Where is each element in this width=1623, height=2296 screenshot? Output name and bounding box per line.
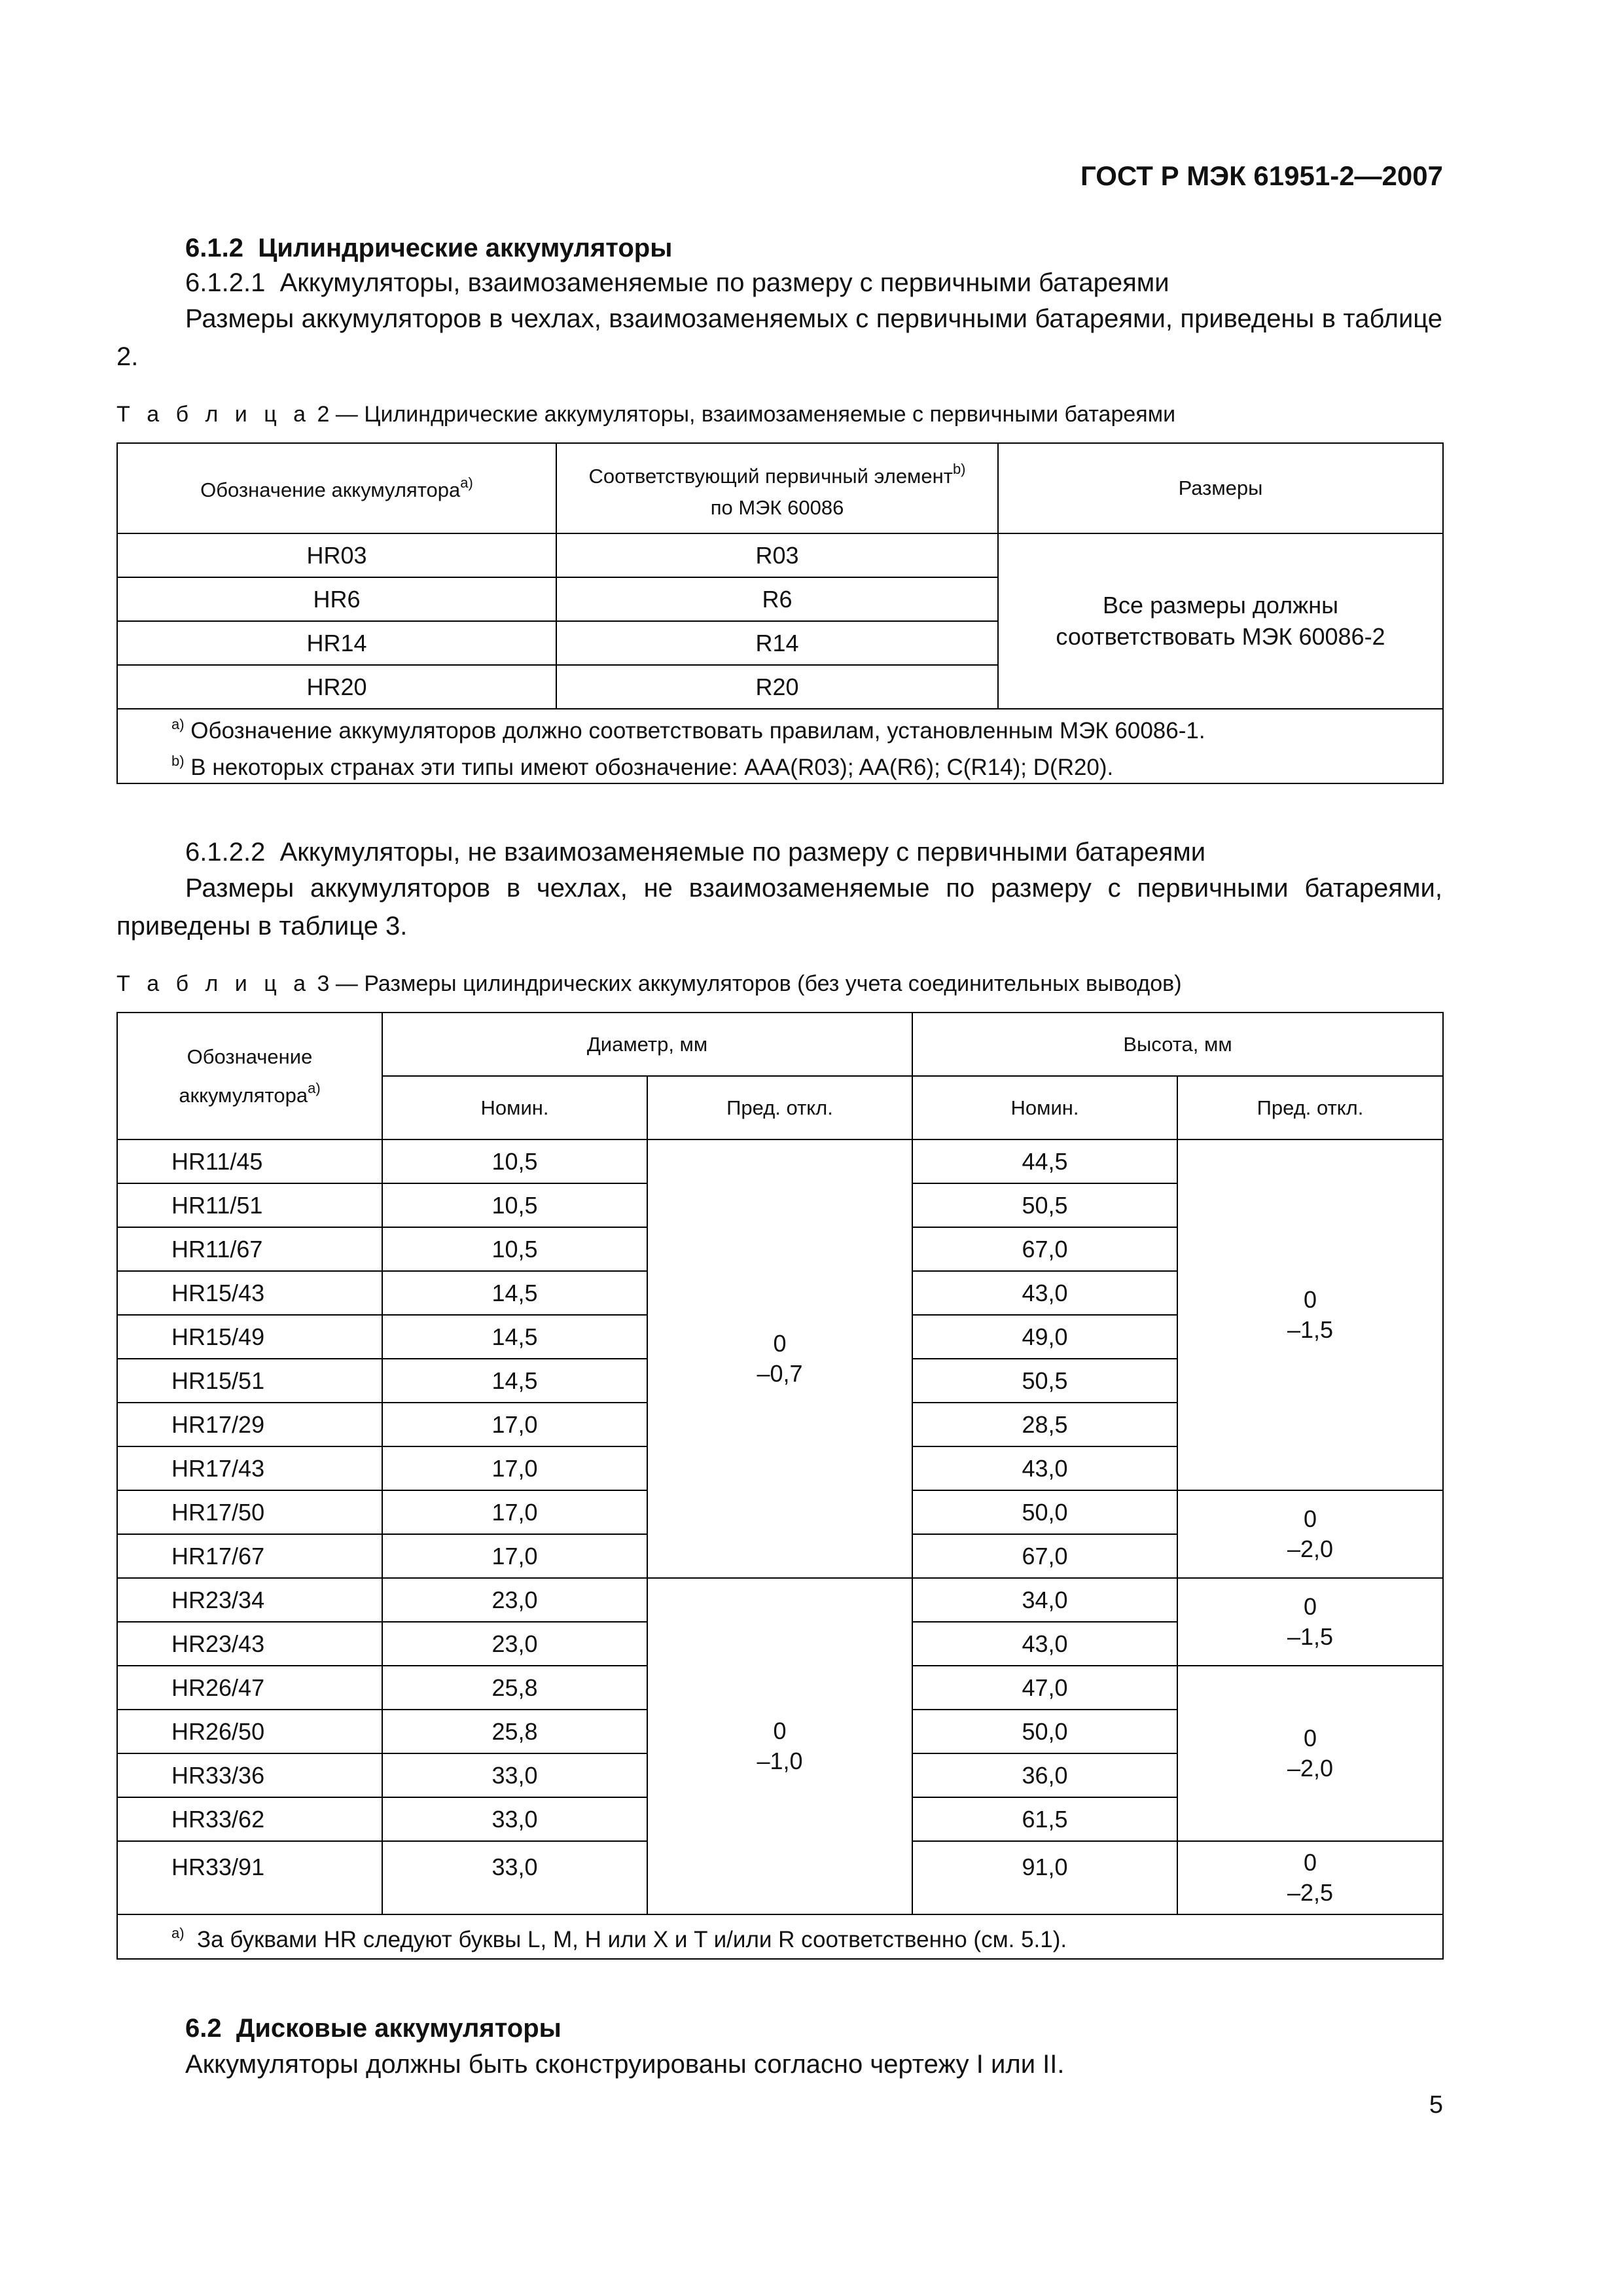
height-nominal-cell: 44,5 <box>912 1139 1177 1183</box>
diameter-nominal-cell: 23,0 <box>382 1622 647 1666</box>
designation-cell: HR15/43 <box>117 1271 382 1315</box>
caption-number: 3 <box>317 971 330 996</box>
designation-cell: HR17/43 <box>117 1446 382 1490</box>
caption-text: — Размеры цилиндрических аккумуляторов (без учета соединительных выводов) <box>335 971 1182 996</box>
page-number: 5 <box>1429 2091 1443 2119</box>
diameter-nominal-cell: 17,0 <box>382 1403 647 1446</box>
height-nominal-cell: 50,5 <box>912 1359 1177 1403</box>
designation-cell: HR17/29 <box>117 1403 382 1446</box>
header-designation: Обозначение аккумулятора$^{a)}$ <box>117 443 556 533</box>
section-6-1-2-2-text: Размеры аккумуляторов в чехлах, не взаимозаменяемые по размеру с первичными батареями, приведены в таблице 3. <box>116 874 1442 941</box>
diameter-nominal-cell: 17,0 <box>382 1446 647 1490</box>
footnote-a: $^{a)}$ Обозначение аккумуляторов должно соответствовать правилам, установленным МЭК 60086-1. <box>171 716 1205 744</box>
height-nominal-cell: 50,5 <box>912 1183 1177 1227</box>
diameter-tolerance-cell: 0 –0,7 <box>647 1139 912 1578</box>
designation-cell: HR11/67 <box>117 1227 382 1271</box>
diameter-nominal-cell: 14,5 <box>382 1315 647 1359</box>
footnote-a: $^{a)}$ За буквами HR следуют буквы L, M, H или X и T и/или R соответственно (см. 5.1). <box>117 1914 1443 1959</box>
header-height-tolerance: Пред. откл. <box>1177 1076 1443 1139</box>
header-height-nominal: Номин. <box>912 1076 1177 1139</box>
designation-cell: HR33/62 <box>117 1797 382 1841</box>
table-2-caption <box>116 402 1175 427</box>
designation-cell: HR03 <box>117 533 556 577</box>
header-primary-cell: Соответствующий первичный элемент$^{b)}$ по МЭК 60086 <box>556 443 998 533</box>
height-nominal-cell: 43,0 <box>912 1622 1177 1666</box>
standard-code: ГОСТ Р МЭК 61951-2—2007 <box>1080 160 1443 191</box>
designation-cell: HR15/49 <box>117 1315 382 1359</box>
primary-cell: R6 <box>556 577 998 621</box>
section-number: 6.1.2.2 <box>185 838 266 867</box>
table-2-footnotes-row <box>117 709 1443 783</box>
table-3 <box>116 1012 1444 1960</box>
height-nominal-cell: 43,0 <box>912 1446 1177 1490</box>
designation-cell: HR6 <box>117 577 556 621</box>
height-nominal-cell: 91,0 <box>912 1841 1177 1914</box>
section-number: 6.1.2 <box>185 234 243 262</box>
section-title: Аккумуляторы, взаимозаменяемые по размеру с первичными батареями <box>279 268 1169 297</box>
diameter-nominal-cell: 25,8 <box>382 1666 647 1710</box>
height-tolerance-cell: 0 –2,0 <box>1177 1490 1443 1578</box>
table-row <box>117 1578 1443 1622</box>
primary-cell: R14 <box>556 621 998 665</box>
diameter-nominal-cell: 23,0 <box>382 1578 647 1622</box>
diameter-nominal-cell: 25,8 <box>382 1710 647 1753</box>
caption-prefix: Т а б л и ц а <box>116 402 312 427</box>
section-6-2-heading <box>185 2014 562 2043</box>
header-dimensions: Размеры <box>998 443 1443 533</box>
height-nominal-cell: 36,0 <box>912 1753 1177 1797</box>
designation-cell: HR15/51 <box>117 1359 382 1403</box>
section-6-1-2-1-heading <box>185 268 1169 298</box>
height-nominal-cell: 50,0 <box>912 1490 1177 1534</box>
diameter-nominal-cell: 17,0 <box>382 1490 647 1534</box>
table-row <box>117 533 1443 577</box>
section-title: Аккумуляторы, не взаимозаменяемые по размеру с первичными батареями <box>279 838 1206 867</box>
diameter-nominal-cell: 10,5 <box>382 1183 647 1227</box>
header-designation: Обозначение аккумулятора$^{a)}$ <box>117 1013 382 1139</box>
table-2-header-row <box>117 443 1443 533</box>
height-nominal-cell: 28,5 <box>912 1403 1177 1446</box>
designation-cell: HR17/50 <box>117 1490 382 1534</box>
height-tolerance-cell: 0 –1,5 <box>1177 1139 1443 1490</box>
diameter-nominal-cell: 33,0 <box>382 1797 647 1841</box>
table-row <box>117 1139 1443 1183</box>
primary-cell: R20 <box>556 665 998 709</box>
designation-cell: HR23/43 <box>117 1622 382 1666</box>
caption-prefix: Т а б л и ц а <box>116 971 312 996</box>
header-diameter-nominal: Номин. <box>382 1076 647 1139</box>
height-nominal-cell: 49,0 <box>912 1315 1177 1359</box>
diameter-nominal-cell: 33,0 <box>382 1841 647 1914</box>
height-nominal-cell: 34,0 <box>912 1578 1177 1622</box>
designation-cell: HR26/50 <box>117 1710 382 1753</box>
section-number: 6.1.2.1 <box>185 268 266 297</box>
designation-cell: HR33/36 <box>117 1753 382 1797</box>
footnotes-cell <box>117 709 1443 783</box>
header-height: Высота, мм <box>912 1013 1443 1076</box>
designation-cell: HR23/34 <box>117 1578 382 1622</box>
designation-cell: HR11/45 <box>117 1139 382 1183</box>
height-nominal-cell: 43,0 <box>912 1271 1177 1315</box>
table-3-caption <box>116 971 1182 997</box>
designation-cell: HR14 <box>117 621 556 665</box>
designation-cell: HR11/51 <box>117 1183 382 1227</box>
section-6-1-2-1-text: Размеры аккумуляторов в чехлах, взаимозаменяемых с первичными батареями, приведены в таблице 2. <box>116 304 1442 371</box>
section-6-1-2-heading <box>185 234 672 263</box>
height-tolerance-cell: 0 –2,5 <box>1177 1841 1443 1914</box>
diameter-nominal-cell: 17,0 <box>382 1534 647 1578</box>
section-number: 6.2 <box>185 2014 222 2043</box>
designation-cell: HR20 <box>117 665 556 709</box>
height-nominal-cell: 47,0 <box>912 1666 1177 1710</box>
section-title: Дисковые аккумуляторы <box>236 2014 562 2043</box>
designation-cell: HR26/47 <box>117 1666 382 1710</box>
section-6-1-2-2-heading <box>185 838 1205 867</box>
diameter-nominal-cell: 14,5 <box>382 1359 647 1403</box>
designation-cell: HR33/91 <box>117 1841 382 1914</box>
section-6-2-text: Аккумуляторы должны быть сконструированы согласно чертежу I или II. <box>185 2050 1065 2079</box>
caption-number: 2 <box>317 402 330 427</box>
height-tolerance-cell: 0 –2,0 <box>1177 1666 1443 1841</box>
height-nominal-cell: 50,0 <box>912 1710 1177 1753</box>
height-nominal-cell: 67,0 <box>912 1534 1177 1578</box>
section-title: Цилиндрические аккумуляторы <box>258 234 673 262</box>
height-tolerance-cell: 0 –1,5 <box>1177 1578 1443 1666</box>
header-diameter: Диаметр, мм <box>382 1013 912 1076</box>
header-diameter-tolerance: Пред. откл. <box>647 1076 912 1139</box>
diameter-nominal-cell: 33,0 <box>382 1753 647 1797</box>
caption-text: — Цилиндрические аккумуляторы, взаимозаменяемые с первичными батареями <box>335 402 1176 427</box>
table-2 <box>116 442 1444 784</box>
height-nominal-cell: 67,0 <box>912 1227 1177 1271</box>
table-3-footnote-row <box>117 1914 1443 1959</box>
dimensions-note-cell: Все размеры должны соответствовать МЭК 60086-2 <box>998 533 1443 709</box>
diameter-nominal-cell: 10,5 <box>382 1139 647 1183</box>
primary-cell: R03 <box>556 533 998 577</box>
diameter-tolerance-cell: 0 –1,0 <box>647 1578 912 1914</box>
diameter-nominal-cell: 10,5 <box>382 1227 647 1271</box>
table-3-header-row <box>117 1013 1443 1076</box>
height-nominal-cell: 61,5 <box>912 1797 1177 1841</box>
designation-cell: HR17/67 <box>117 1534 382 1578</box>
footnote-b: $^{b)}$ В некоторых странах эти типы имеют обозначение: AAA(R03); AA(R6); C(R14); D(R20). <box>171 753 1114 780</box>
diameter-nominal-cell: 14,5 <box>382 1271 647 1315</box>
